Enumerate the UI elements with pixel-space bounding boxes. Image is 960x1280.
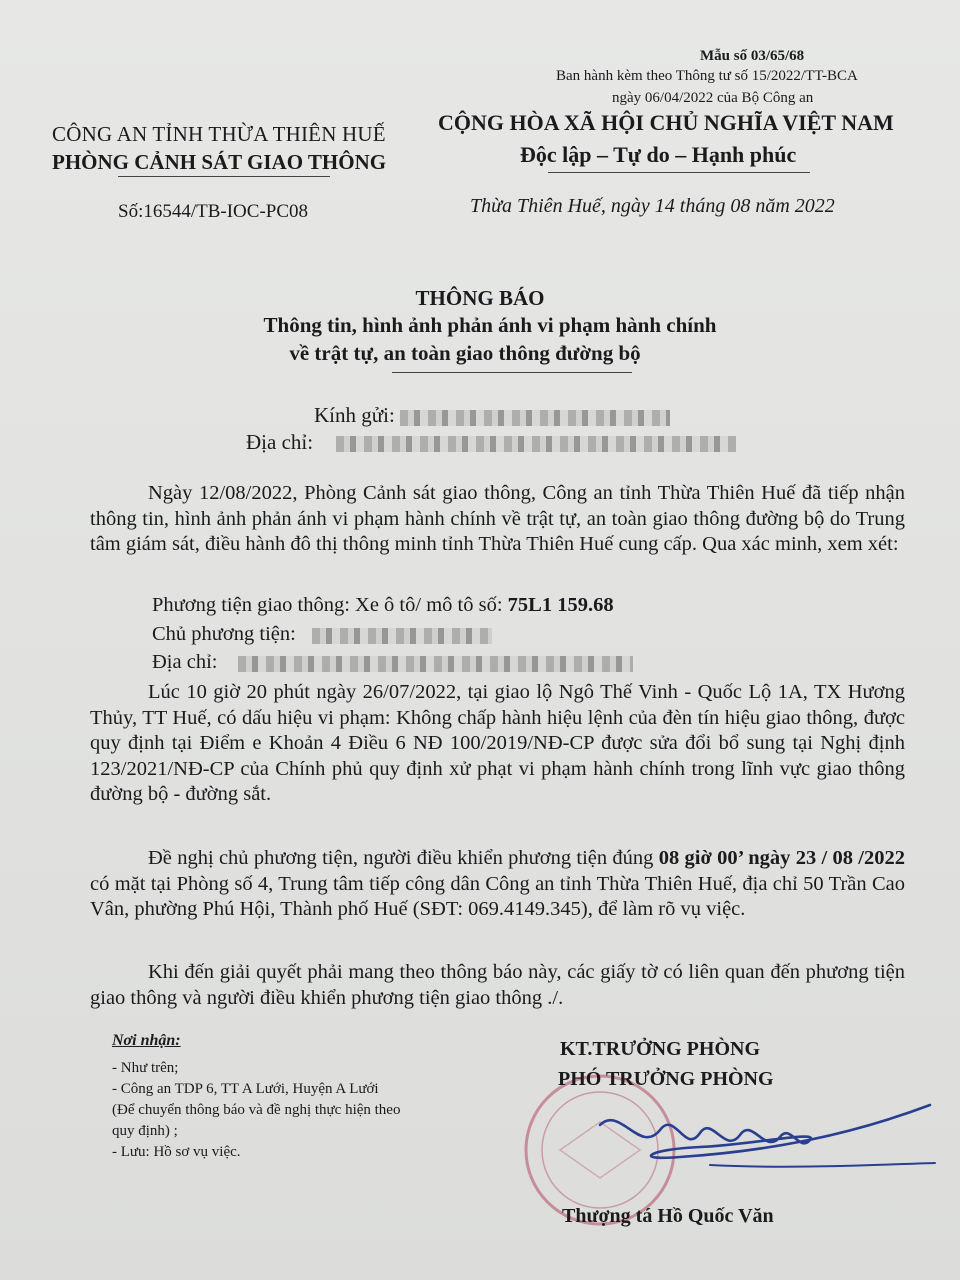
- owner-line: [152, 623, 296, 646]
- request-time: 08 giờ 00’ ngày 23 / 08 /2022: [658, 847, 905, 869]
- vehicle-label: Phương tiện giao thông: Xe ô tô/ mô tô số:: [152, 594, 503, 616]
- receiver-item: - Lưu: Hồ sơ vụ việc.: [112, 1144, 241, 1160]
- signature-title-1: KT.TRƯỞNG PHÒNG: [560, 1038, 760, 1060]
- receiver-item: - Công an TDP 6, TT A Lưới, Huyện A Lưới: [112, 1081, 379, 1097]
- receiver-item: (Để chuyển thông báo và đề nghị thực hiện theo: [112, 1102, 401, 1118]
- receiver-item: - Như trên;: [112, 1060, 179, 1076]
- doc-title: THÔNG BÁO: [415, 286, 545, 310]
- recipient-label: Kính gửi:: [314, 403, 395, 427]
- vehicle-line: [152, 594, 614, 617]
- redacted-address: [336, 436, 736, 452]
- form-issued-line1: Ban hành kèm theo Thông tư số 15/2022/TT-BCA: [556, 68, 858, 84]
- title-underline: [392, 372, 632, 373]
- receiver-item: quy định) ;: [112, 1123, 178, 1139]
- closing-paragraph: Khi đến giải quyết phải mang theo thông báo này, các giấy tờ có liên quan đến phương tiện giao thông và người điều khiển phương tiện giao thông ./.: [90, 961, 905, 1009]
- vehicle-plate: 75L1 159.68: [507, 594, 614, 616]
- org-unit: PHÒNG CẢNH SÁT GIAO THÔNG: [52, 150, 387, 174]
- violation-paragraph: Lúc 10 giờ 20 phút ngày 26/07/2022, tại giao lộ Ngô Thế Vinh - Quốc Lộ 1A, TX Hương Thủy, TT Huế, có dấu hiệu vi phạm: Không chấp hành hiệu lệnh của đèn tín hiệu giao thông, được quy định tại Điểm e Khoản 4 Điều 6 NĐ 100/2019/NĐ-CP được sửa đổi bổ sung tại Nghị định 123/2021/NĐ-CP của Chính phủ quy định xử phạt vi phạm hành chính trong lĩnh vực giao thông đường bộ - đường sắt.: [90, 681, 905, 806]
- request-paragraph: [90, 846, 905, 923]
- request-post: có mặt tại Phòng số 4, Trung tâm tiếp công dân Công an tỉnh Thừa Thiên Huế, địa chỉ 50 Trần Cao Vân, phường Phú Hội, Thành phố Huế (SĐT: 069.4149.345), để làm rõ vụ việc.: [90, 872, 905, 921]
- form-code: Mẫu số 03/65/68: [700, 48, 805, 64]
- address-label: Địa chỉ:: [246, 430, 314, 454]
- motto: Độc lập – Tự do – Hạnh phúc: [520, 142, 797, 167]
- receivers-title: Nơi nhận:: [112, 1032, 181, 1049]
- owner-address-label: Địa chỉ:: [152, 651, 218, 673]
- owner-address-line: [152, 651, 217, 674]
- signer-name: Thượng tá Hồ Quốc Văn: [562, 1205, 774, 1227]
- org-parent: CÔNG AN TỈNH THỪA THIÊN HUẾ: [52, 122, 386, 146]
- redacted-owner-address: [238, 656, 633, 672]
- doc-number: Số:16544/TB-IOC-PC08: [118, 201, 309, 222]
- nation-title: CỘNG HÒA XÃ HỘI CHỦ NGHĨA VIỆT NAM: [438, 110, 894, 135]
- intro-paragraph: Ngày 12/08/2022, Phòng Cảnh sát giao thông, Công an tỉnh Thừa Thiên Huế đã tiếp nhận thông tin, hình ảnh phản ánh vi phạm hành chính về trật tự, an toàn giao thông đường bộ do Trung tâm giám sát, điều hành đô thị thông minh tỉnh Thừa Thiên Huế cung cấp. Qua xác minh, xem xét:: [90, 482, 905, 556]
- org-underline: [118, 176, 330, 177]
- redacted-recipient: [400, 410, 670, 426]
- doc-subtitle-1: Thông tin, hình ảnh phản ánh vi phạm hành chính: [263, 313, 717, 337]
- request-pre: Đề nghị chủ phương tiện, người điều khiển phương tiện đúng: [148, 847, 654, 869]
- owner-label: Chủ phương tiện:: [152, 623, 296, 645]
- handwritten-signature: [590, 1095, 940, 1185]
- signature-title-2: PHÓ TRƯỞNG PHÒNG: [558, 1068, 774, 1090]
- motto-underline: [548, 172, 810, 173]
- form-issued-line2: ngày 06/04/2022 của Bộ Công an: [612, 90, 814, 106]
- place-date: Thừa Thiên Huế, ngày 14 tháng 08 năm 2022: [470, 195, 835, 217]
- redacted-owner: [312, 628, 492, 644]
- doc-subtitle-2: về trật tự, an toàn giao thông đường bộ: [289, 341, 641, 365]
